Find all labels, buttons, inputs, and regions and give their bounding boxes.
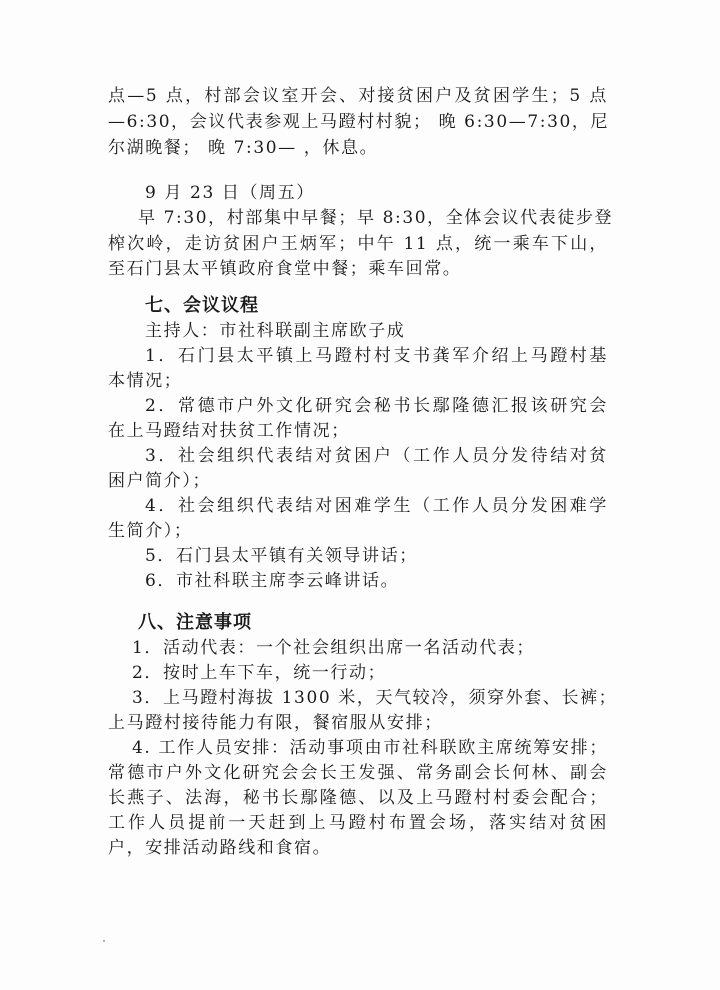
notes-item-2: 2．按时上车下车，统一行动； bbox=[132, 663, 387, 683]
day-header: 9 月 23 日（周五） bbox=[145, 183, 315, 203]
notes-title: 八、注意事项 bbox=[138, 612, 252, 633]
agenda-item-2-line-1: 2．常德市户外文化研究会秘书长鄢隆德汇报该研究会 bbox=[145, 396, 608, 416]
scan-speck bbox=[103, 940, 105, 942]
agenda-item-1-line-1: 1．石门县太平镇上马蹬村村支书龚军介绍上马蹬村基 bbox=[145, 346, 608, 366]
day-line-1: 早 7:30，村部集中早餐；早 8:30，全体会议代表徒步登 bbox=[138, 208, 614, 228]
notes-item-4-line-5: 户，安排活动路线和食宿。 bbox=[108, 838, 332, 858]
schedule-line-3: 尔湖晚餐； 晚 7:30— ，休息。 bbox=[108, 138, 379, 158]
agenda-item-4-line-1: 4．社会组织代表结对困难学生（工作人员分发困难学 bbox=[145, 496, 608, 516]
day-line-3: 至石门县太平镇政府食堂中餐；乘车回常。 bbox=[108, 259, 462, 279]
agenda-item-5: 5．石门县太平镇有关领导讲话； bbox=[145, 546, 418, 566]
agenda-item-1-line-2: 本情况； bbox=[108, 371, 183, 391]
agenda-item-3-line-1: 3．社会组织代表结对贫困户（工作人员分发待结对贫 bbox=[145, 446, 608, 466]
schedule-line-2: —6:30，会议代表参观上马蹬村村貌； 晚 6:30—7:30，尼 bbox=[108, 112, 610, 132]
day-line-2: 榨次岭，走访贫困户王炳军；中午 11 点，统一乘车下山， bbox=[108, 234, 608, 254]
notes-item-1: 1．活动代表：一个社会组织出席一名活动代表； bbox=[132, 638, 536, 658]
notes-item-4-line-2: 常德市户外文化研究会会长王发强、常务副会长何林、副会 bbox=[108, 763, 608, 783]
agenda-title: 七、会议议程 bbox=[145, 295, 259, 316]
agenda-item-3-line-2: 困户简介）； bbox=[108, 471, 212, 491]
notes-item-3-line-2: 上马蹬村接待能力有限，餐宿服从安排； bbox=[108, 713, 443, 733]
notes-item-4-line-4: 工作人员提前一天赶到上马蹬村布置会场，落实结对贫困 bbox=[108, 813, 608, 833]
agenda-item-4-line-2: 生简介）； bbox=[108, 521, 193, 541]
notes-item-3-line-1: 3．上马蹬村海拔 1300 米，天气较冷，须穿外套、长裤； bbox=[132, 688, 618, 708]
notes-item-4-line-1: 4. 工作人员安排：活动事项由市社科联欧主席统筹安排； bbox=[132, 738, 608, 758]
agenda-host: 主持人：市社科联副主席欧子成 bbox=[145, 321, 406, 341]
agenda-item-2-line-2: 在上马蹬结对扶贫工作情况； bbox=[108, 421, 350, 441]
schedule-line-1: 点—5 点，村部会议室开会、对接贫困户及贫困学生；5 点 bbox=[108, 86, 608, 106]
agenda-item-6: 6．市社科联主席李云峰讲话。 bbox=[145, 571, 400, 591]
notes-item-4-line-3: 长燕子、法海，秘书长鄢隆德、以及上马蹬村村委会配合； bbox=[108, 788, 608, 808]
